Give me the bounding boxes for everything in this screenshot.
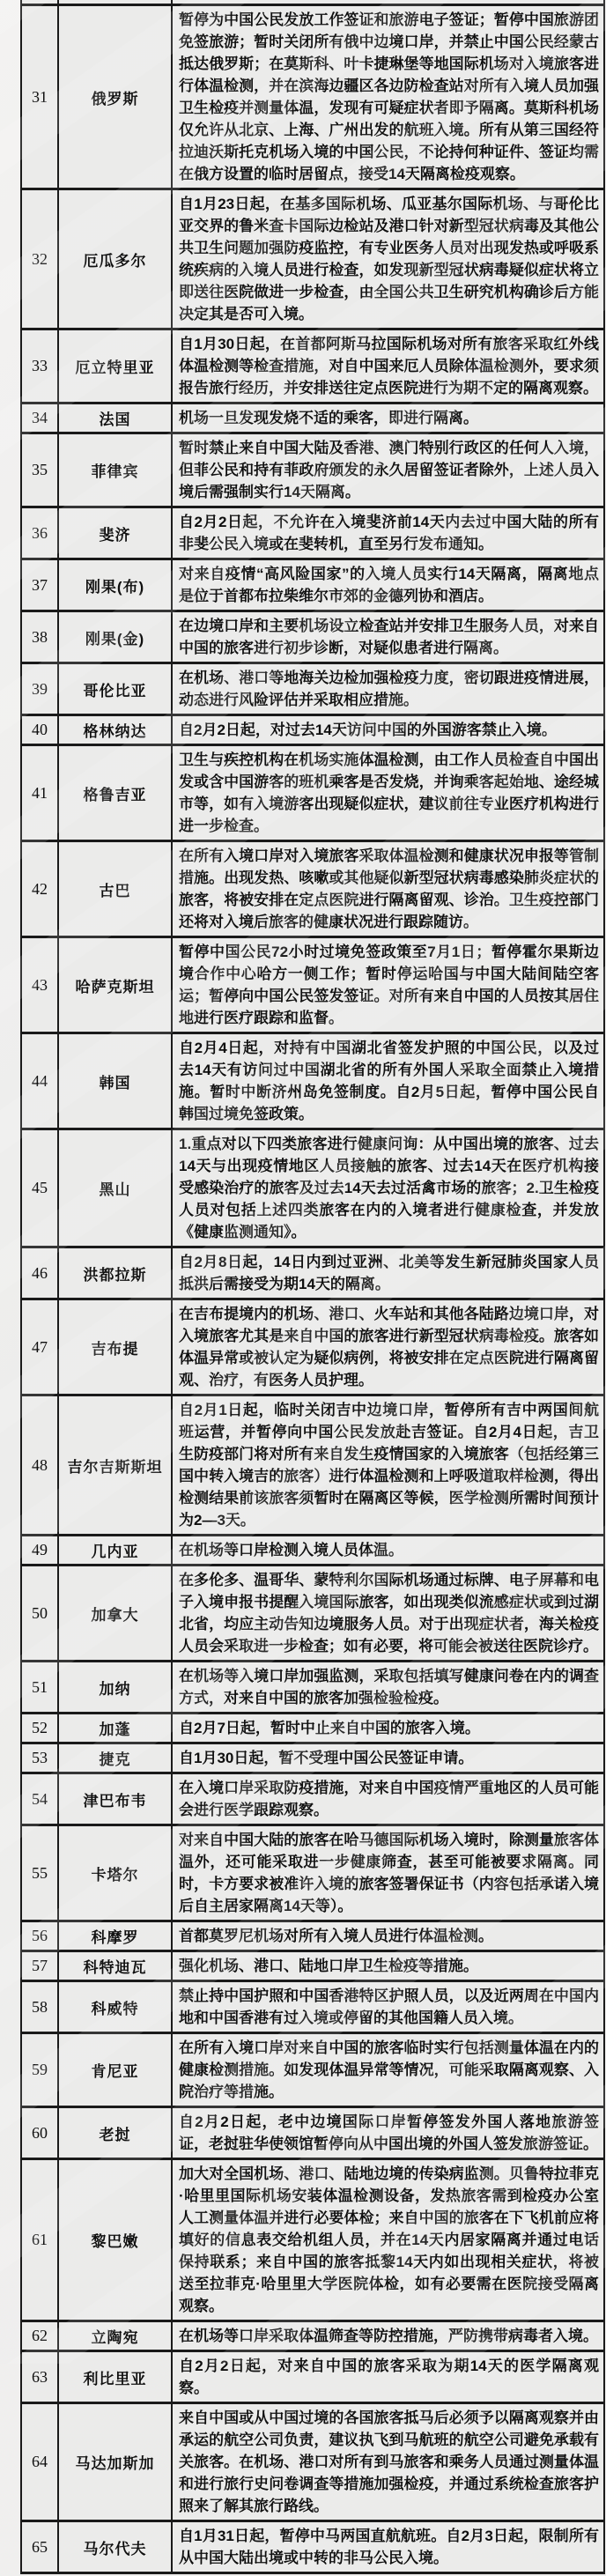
row-number-cell: 56 xyxy=(21,1921,58,1951)
country-name-cell: 哈萨克斯坦 xyxy=(58,937,172,1033)
row-number-cell: 34 xyxy=(21,403,58,433)
row-number-cell: 33 xyxy=(21,329,58,403)
row-number-cell: 37 xyxy=(21,559,58,611)
country-name-cell: 捷克 xyxy=(58,1743,172,1773)
country-name-cell: 菲律宾 xyxy=(58,433,172,507)
country-name-cell: 韩国 xyxy=(58,1033,172,1129)
country-name-cell: 法国 xyxy=(58,403,172,433)
country-name-cell: 黑山 xyxy=(58,1129,172,1247)
row-number-cell: 47 xyxy=(21,1299,58,1395)
row-number-cell: 59 xyxy=(21,2033,58,2107)
measures-cell: 暂停为中国公民发放工作签证和旅游电子签证；暂停中国旅游团免签旅游；暂时关闭所有俄中边境口岸，并禁止中国公民经蒙古抵达俄罗斯；在莫斯科、叶卡捷琳堡等地国际机场对入境旅客进行体温检测，并在滨海边疆区各边防检查站对所有入境人员加强卫生检疫并测量体温，发现有可疑症状者即予隔离。莫斯科机场仅允许从北京、上海、广州出发的航班入境。所有从第三国经符拉迪沃斯托克机场入境的中国公民，不论持何种证件、签证均需在俄方设置的临时居留点，接受14天隔离检疫观察。 xyxy=(172,5,604,189)
country-name-cell: 斐济 xyxy=(58,507,172,559)
measures-cell: 在多伦多、温哥华、蒙特利尔国际机场通过标牌、电子屏幕和电子入境申报书提醒入境国际旅客，如出现类似流感症状或到过湖北省，均应主动告知边境服务人员。对于出现症状者，海关检疫人员会采取进一步检查；如有必要，将可能会被送往医院诊疗。 xyxy=(172,1566,604,1662)
measures-cell: 在边境口岸和主要机场设立检查站并安排卫生服务人员，对来自中国的旅客进行初步诊断，对疑似患者进行隔离。 xyxy=(172,611,604,663)
table-row xyxy=(21,1129,604,1247)
measures-cell: 自1月23日起，在基多国际机场、瓜亚基尔国际机场、与哥伦比亚交界的鲁米查卡国际边检站及港口针对新型冠状病毒及其他公共卫生问题加强防疫监控，有专业医务人员对出现发热或呼吸系统疾病的入境人员进行检查，如发现新型冠状病毒疑似症状将立即送往医院做进一步检查，由全国公共卫生研究机构确诊后方能决定其是否可入境。 xyxy=(172,189,604,329)
country-name-cell: 老挝 xyxy=(58,2107,172,2159)
table-row xyxy=(21,2321,604,2351)
table-row xyxy=(21,1773,604,1825)
measures-cell: 在机场等口岸检测入境人员体温。 xyxy=(172,1536,604,1566)
country-name-cell: 科威特 xyxy=(58,1981,172,2033)
measures-cell: 机场一旦发现发烧不适的乘客，即进行隔离。 xyxy=(172,403,604,433)
country-name-cell: 利比里亚 xyxy=(58,2351,172,2403)
row-number-cell: 62 xyxy=(21,2321,58,2351)
table-row xyxy=(21,611,604,663)
measures-cell: 在入境口岸采取防疫措施，对来自中国疫情严重地区的人员可能会进行医学跟踪观察。 xyxy=(172,1773,604,1825)
measures-cell: 自2月4日起，对持有中国湖北省签发护照的中国公民，以及过去14天有访问过中国湖北省的所有外国人采取全面禁止入境措施。暂时中断济州岛免签制度。自2月5日起，暂停中国公民自韩国过境免签政策。 xyxy=(172,1033,604,1129)
country-name-cell: 加拿大 xyxy=(58,1566,172,1662)
country-name-cell: 俄罗斯 xyxy=(58,5,172,189)
country-name-cell: 哥伦比亚 xyxy=(58,663,172,715)
country-name-cell: 津巴布韦 xyxy=(58,1773,172,1825)
measures-cell: 加大对全国机场、港口、陆地边境的传染病监测。贝鲁特拉菲克·哈里里国际机场安装体温检测设备，发热旅客需到检疫办公室人工测量体温并进行必要体检；来自中国的旅客在下飞机前应将填好的信息表交给机组人员，并在14天内居家隔离并通过电话保持联系；来自中国的旅客抵黎14天内如出现相关症状，将被送至拉菲克·哈里里大学医院体检，如有必要需在医院接受隔离观察。 xyxy=(172,2159,604,2321)
country-name-cell: 厄瓜多尔 xyxy=(58,189,172,329)
country-name-cell: 加纳 xyxy=(58,1662,172,1714)
table-row xyxy=(21,1714,604,1743)
row-number-cell: 48 xyxy=(21,1395,58,1536)
country-name-cell: 刚果(布) xyxy=(58,559,172,611)
row-number-cell: 49 xyxy=(21,1536,58,1566)
row-number-cell: 54 xyxy=(21,1773,58,1825)
table-row xyxy=(21,2033,604,2107)
table-row xyxy=(21,1951,604,1981)
country-name-cell: 马达加斯加 xyxy=(58,2403,172,2521)
row-number-cell: 58 xyxy=(21,1981,58,2033)
row-number-cell: 52 xyxy=(21,1714,58,1743)
measures-cell: 自2月8日起，14日内到过亚洲、北美等发生新冠肺炎国家人员抵洪后需接受为期14天的隔离。 xyxy=(172,1247,604,1299)
row-number-cell: 65 xyxy=(21,2521,58,2573)
row-number-cell: 60 xyxy=(21,2107,58,2159)
measures-cell: 在机场、港口等地海关边检加强检疫力度，密切跟进疫情进展，动态进行风险评估并采取相应措施。 xyxy=(172,663,604,715)
row-number-cell: 46 xyxy=(21,1247,58,1299)
table-row xyxy=(21,1981,604,2033)
row-number-cell: 40 xyxy=(21,715,58,745)
country-name-cell: 立陶宛 xyxy=(58,2321,172,2351)
country-name-cell: 吉布提 xyxy=(58,1299,172,1395)
measures-cell: 自2月2日起，不允许在入境斐济前14天内去过中国大陆的所有非斐公民入境或在斐转机，直至另行发布通知。 xyxy=(172,507,604,559)
row-number-cell: 35 xyxy=(21,433,58,507)
row-number-cell: 50 xyxy=(21,1566,58,1662)
table-row xyxy=(21,559,604,611)
measures-cell: 自1月31日起，暂停中马两国直航航班。自2月3日起，限制所有从中国大陆出境或中转的非马公民入境。 xyxy=(172,2521,604,2573)
table-row xyxy=(21,329,604,403)
row-number-cell: 45 xyxy=(21,1129,58,1247)
country-name-cell: 刚果(金) xyxy=(58,611,172,663)
table-row xyxy=(21,663,604,715)
table-row xyxy=(21,403,604,433)
row-number-cell: 43 xyxy=(21,937,58,1033)
table-row xyxy=(21,2521,604,2573)
measures-cell: 自2月2日起，对来自中国的旅客采取为期14天的医学隔离观察。 xyxy=(172,2351,604,2403)
country-name-cell: 卡塔尔 xyxy=(58,1825,172,1921)
restrictions-table xyxy=(20,0,605,2574)
country-name-cell: 几内亚 xyxy=(58,1536,172,1566)
row-number-cell: 36 xyxy=(21,507,58,559)
measures-cell: 卫生与疾控机构在机场实施体温检测，由工作人员检查自中国出发或含中国游客的班机乘客是否发烧，并询乘客起始地、途经城市等，如有入境游客出现疑似症状，建议前往专业医疗机构进行进一步检查。 xyxy=(172,745,604,841)
row-number-cell: 42 xyxy=(21,841,58,937)
measures-cell: 自2月1日起，临时关闭吉中边境口岸，暂停所有吉中两国间航班运营，并暂停向中国公民发放赴吉签证。自2月4日起，吉卫生防疫部门将对所有来自发生疫情国家的入境旅客（包括经第三国中转入境吉的旅客）进行体温检测和上呼吸道取样检测，得出检测结果前该旅客须暂时在隔离区等候，医学检测所需时间预计为2—3天。 xyxy=(172,1395,604,1536)
measures-cell: 对来自中国大陆的旅客在哈马德国际机场入境时，除测量旅客体温外，还可能采取进一步健康筛查，甚至可能被要求隔离。同时，卡方要求被准许入境的旅客签署保证书（内容包括承诺入境后自主居家隔离14天等）。 xyxy=(172,1825,604,1921)
table-row xyxy=(21,841,604,937)
table-row xyxy=(21,1395,604,1536)
table-row xyxy=(21,2107,604,2159)
country-name-cell: 马尔代夫 xyxy=(58,2521,172,2573)
row-number-cell: 51 xyxy=(21,1662,58,1714)
table-row xyxy=(21,1825,604,1921)
country-name-cell: 肯尼亚 xyxy=(58,2033,172,2107)
row-number-cell: 39 xyxy=(21,663,58,715)
table-row xyxy=(21,433,604,507)
table-row xyxy=(21,2351,604,2403)
measures-cell: 在吉布提境内的机场、港口、火车站和其他各陆路边境口岸，对入境旅客尤其是来自中国的旅客进行新型冠状病毒检疫。旅客如体温异常或被认定为疑似病例，将被安排在定点医院进行隔离留观、治疗，有医务人员护理。 xyxy=(172,1299,604,1395)
country-name-cell: 吉尔吉斯斯坦 xyxy=(58,1395,172,1536)
table-row xyxy=(21,715,604,745)
table-row xyxy=(21,1247,604,1299)
measures-cell: 暂停中国公民72小时过境免签政策至7月1日；暂停霍尔果斯边境合作中心哈方一侧工作；暂时停运哈国与中国大陆间陆空客运；暂停向中国公民签发签证。对所有来自中国的人员按其居住地进行医疗跟踪和监督。 xyxy=(172,937,604,1033)
table-row xyxy=(21,1921,604,1951)
measures-cell: 暂时禁止来自中国大陆及香港、澳门特别行政区的任何人入境，但菲公民和持有菲政府颁发的永久居留签证者除外，上述人员入境后需强制实行14天隔离。 xyxy=(172,433,604,507)
table-row xyxy=(21,1299,604,1395)
row-number-cell: 41 xyxy=(21,745,58,841)
table-row xyxy=(21,2159,604,2321)
measures-cell: 自2月2日起，对过去14天访问中国的外国游客禁止入境。 xyxy=(172,715,604,745)
country-name-cell: 厄立特里亚 xyxy=(58,329,172,403)
measures-cell: 首都莫罗尼机场对所有入境人员进行体温检测。 xyxy=(172,1921,604,1951)
table-row xyxy=(21,5,604,189)
measures-cell: 1.重点对以下四类旅客进行健康问询：从中国出境的旅客、过去14天与出现疫情地区人员接触的旅客、过去14天在医疗机构接受感染治疗的旅客及过去14天去过活禽市场的旅客；2.卫生检疫人员对包括上述四类旅客在内的入境者进行健康检查，并发放《健康监测通知》。 xyxy=(172,1129,604,1247)
measures-cell: 在机场等入境口岸加强监测，采取包括填写健康问卷在内的调查方式，对来自中国的旅客加强检验检疫。 xyxy=(172,1662,604,1714)
country-name-cell: 加蓬 xyxy=(58,1714,172,1743)
measures-cell: 自1月30日起，暂不受理中国公民签证申请。 xyxy=(172,1743,604,1773)
table-row xyxy=(21,189,604,329)
row-number-cell: 32 xyxy=(21,189,58,329)
country-name-cell: 洪都拉斯 xyxy=(58,1247,172,1299)
measures-cell: 在所有入境口岸对来自中国的旅客临时实行包括测量体温在内的健康检测措施。如发现体温异常等情况，可能采取隔离观察、入院治疗等措施。 xyxy=(172,2033,604,2107)
measures-cell: 来自中国或从中国过境的各国旅客抵马后必须予以隔离观察并由承运的航空公司负责，建议执飞到马航班的航空公司避免承载有关旅客。在机场、港口对所有到马旅客和乘务人员通过测量体温和进行旅行史问卷调查等措施加强检疫，并通过系统检查旅客护照来了解其旅行路线。 xyxy=(172,2403,604,2521)
country-name-cell: 格林纳达 xyxy=(58,715,172,745)
country-name-cell: 古巴 xyxy=(58,841,172,937)
table-row xyxy=(21,745,604,841)
table-row xyxy=(21,1033,604,1129)
measures-cell: 自2月7日起，暂时中止来自中国的旅客入境。 xyxy=(172,1714,604,1743)
table-row xyxy=(21,2403,604,2521)
row-number-cell: 53 xyxy=(21,1743,58,1773)
measures-cell: 在机场等口岸采取体温筛查等防控措施，严防携带病毒者入境。 xyxy=(172,2321,604,2351)
measures-cell: 对来自疫情“高风险国家”的入境人员实行14天隔离，隔离地点是位于首都布拉柴维尔市郊的金德列协和酒店。 xyxy=(172,559,604,611)
measures-cell: 强化机场、港口、陆地口岸卫生检疫等措施。 xyxy=(172,1951,604,1981)
country-name-cell: 格鲁吉亚 xyxy=(58,745,172,841)
measures-cell: 自1月30日起，在首都阿斯马拉国际机场对所有旅客采取红外线体温检测等检查措施，对自中国来厄人员除体温检测外，要求须报告旅行经历，并安排送往定点医院进行为期不定的隔离观察。 xyxy=(172,329,604,403)
row-number-cell: 61 xyxy=(21,2159,58,2321)
row-number-cell: 64 xyxy=(21,2403,58,2521)
measures-cell: 自2月2日起，老中边境国际口岸暂停签发外国人落地旅游签证，老挝驻华使领馆暂停向从中国出境的外国人签发旅游签证。 xyxy=(172,2107,604,2159)
row-number-cell: 44 xyxy=(21,1033,58,1129)
table-row xyxy=(21,1536,604,1566)
row-number-cell: 38 xyxy=(21,611,58,663)
table-row xyxy=(21,1662,604,1714)
country-name-cell: 黎巴嫩 xyxy=(58,2159,172,2321)
country-name-cell: 科摩罗 xyxy=(58,1921,172,1951)
measures-cell: 在所有入境口岸对入境旅客采取体温检测和健康状况申报等管制措施。出现发热、咳嗽或其他疑似新型冠状病毒感染肺炎症状的旅客，将被安排在定点医院进行隔离留观、诊治。卫生疫控部门还将对入境后旅客的健康状况进行跟踪随访。 xyxy=(172,841,604,937)
table-row xyxy=(21,937,604,1033)
table-row xyxy=(21,507,604,559)
table-row xyxy=(21,1566,604,1662)
table-row xyxy=(21,1743,604,1773)
country-name-cell: 科特迪瓦 xyxy=(58,1951,172,1981)
row-number-cell: 31 xyxy=(21,5,58,189)
row-number-cell: 55 xyxy=(21,1825,58,1921)
row-number-cell: 57 xyxy=(21,1951,58,1981)
row-number-cell: 63 xyxy=(21,2351,58,2403)
measures-cell: 禁止持中国护照和中国香港特区护照人员，以及近两周在中国内地和中国香港有过入境或停留的其他国籍人员入境。 xyxy=(172,1981,604,2033)
